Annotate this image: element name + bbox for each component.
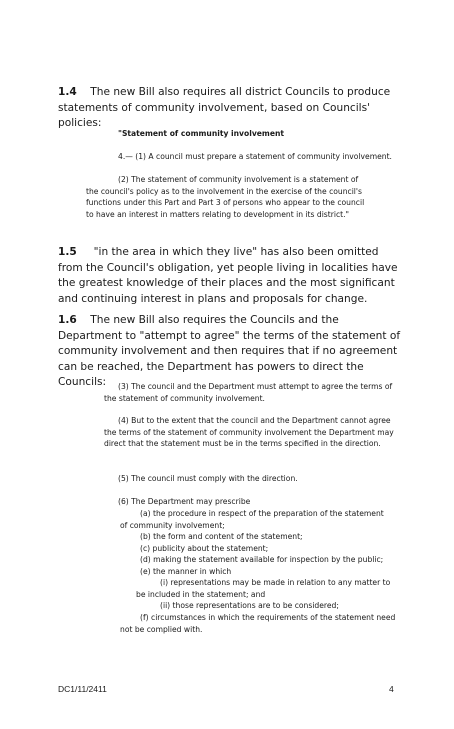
quote-section-3: (3) The council and the Department must attempt to agree the terms of the statement of community involvement.	[104, 382, 393, 403]
quote-section-6b: (b) the form and content of the statement;	[140, 532, 303, 541]
quote-section-6e-i: (i) representations may be made in relation to any matter to be included in the statement; and	[136, 578, 391, 599]
quote-section-4-2: (2) The statement of community involvement is a statement of the council's policy as to the involvement in the exercise of the council's functions under this Part and Part 3 of persons who appear to the council to have an interest in matters relating to development in its district."	[86, 175, 365, 219]
page-number: 4	[389, 684, 394, 694]
quote-section-6e: (e) the manner in which	[140, 567, 232, 576]
quote-section-6f: (f) circumstances in which the requirements of the statement need not be complied with.	[120, 613, 396, 634]
paragraph-text: The new Bill also requires all district Councils to produce statements of community involvement, based on Councils' policies:	[58, 86, 391, 129]
paragraph-1-5	[58, 245, 403, 307]
quote-section-6c: (c) publicity about the statement;	[140, 544, 269, 553]
quote-section-6: (6) The Department may prescribe	[118, 497, 251, 506]
quote-section-4: (4) But to the extent that the council and the Department cannot agree the terms of the statement of community involvement the Department may direct that the statement must be in the terms specified in the direction.	[104, 416, 394, 448]
paragraph-text: "in the area in which they live" has also been omitted from the Council's obligation, yet people living in localities have the greatest knowledge of their places and the most significant and continuing interest in plans and proposals for change.	[58, 246, 398, 305]
paragraph-text: The new Bill also requires the Councils and the Department to "attempt to agree" the terms of the statement of community involvement and then requires that if no agreement can be reached, the Department has powers to direct the Councils:	[58, 314, 401, 388]
document-reference: DC1/11/2411	[58, 684, 107, 694]
quote-section-6d: (d) making the statement available for inspection by the public;	[140, 555, 384, 564]
quote-section-4-1: 4.— (1) A council must prepare a statement of community involvement.	[118, 152, 392, 161]
quote-section-5: (5) The council must comply with the direction.	[118, 474, 298, 483]
paragraph-number: 1.6	[58, 314, 77, 326]
paragraph-number: 1.4	[58, 86, 77, 98]
paragraph-1-4	[58, 85, 403, 132]
quote-section-6a: (a) the procedure in respect of the preparation of the statement of community involvement;	[120, 509, 384, 530]
paragraph-1-6	[58, 313, 403, 391]
quote-title: "Statement of community involvement	[118, 129, 285, 138]
quote-section-6e-ii: (ii) those representations are to be considered;	[160, 601, 339, 610]
paragraph-number: 1.5	[58, 246, 77, 258]
